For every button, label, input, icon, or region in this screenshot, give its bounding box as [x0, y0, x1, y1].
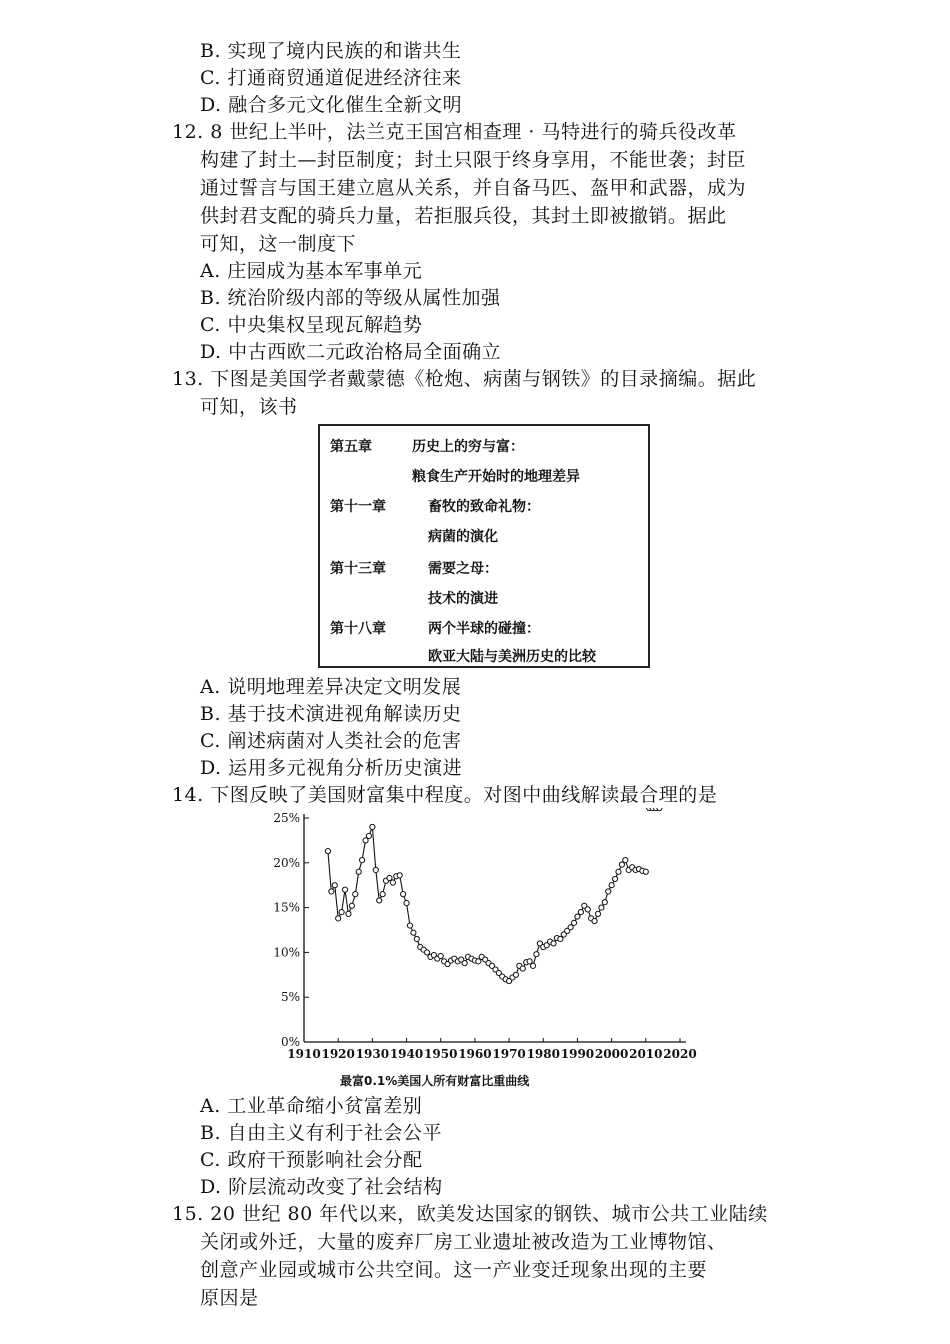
y-tick-label: 20%: [273, 855, 300, 870]
x-tick-label: 1920: [321, 1047, 355, 1061]
x-tick-label: 2010: [629, 1047, 663, 1061]
data-point: [575, 914, 580, 919]
q12-stem-line: 构建了封土—封臣制度；封土只限于终身享用，不能世袭；封臣: [200, 149, 747, 171]
data-point: [657, 808, 662, 811]
q13-option-b: B. 基于技术演进视角解读历史: [200, 703, 462, 725]
data-point: [513, 972, 518, 977]
data-point: [414, 936, 419, 941]
data-point: [623, 858, 628, 863]
data-point: [332, 883, 337, 888]
data-point: [380, 892, 385, 897]
data-point: [476, 959, 481, 964]
data-point: [360, 858, 365, 863]
data-point: [527, 959, 532, 964]
q13-stem-line: 可知，该书: [200, 396, 298, 418]
data-point: [407, 923, 412, 928]
q12-stem-line: 可知，这一制度下: [200, 233, 357, 255]
data-point: [390, 880, 395, 885]
x-tick-label: 1910: [287, 1047, 321, 1061]
x-tick-label: 1950: [424, 1047, 458, 1061]
data-point: [578, 909, 583, 914]
data-point: [595, 911, 600, 916]
q11-option-b: B. 实现了境内民族的和谐共生: [200, 40, 462, 62]
data-point: [592, 918, 597, 923]
data-point: [411, 930, 416, 935]
data-point: [401, 892, 406, 897]
q12-stem-line: 供封君支配的骑兵力量，若拒服兵役，其封土即被撤销。据此: [200, 205, 727, 227]
y-tick-label: 0%: [280, 1035, 300, 1049]
y-tick-label: 15%: [273, 900, 300, 915]
data-point: [558, 936, 563, 941]
q14-option-b: B. 自由主义有利于社会公平: [200, 1122, 443, 1144]
chart-axes: [304, 814, 686, 1042]
q15-stem-line: 创意产业园或城市公共空间。这一产业变迁现象出现的主要: [200, 1259, 708, 1281]
data-point: [438, 953, 443, 958]
data-point: [568, 925, 573, 930]
toc-subtitle: 粮食生产开始时的地理差异: [412, 469, 580, 485]
data-point: [462, 961, 467, 966]
data-point: [602, 900, 607, 905]
q14-stem-line: 14. 下图反映了美国财富集中程度。对图中曲线解读最合理的是: [172, 784, 718, 806]
toc-chapter: 第十八章: [330, 621, 386, 637]
q15-stem-line: 15. 20 世纪 80 年代以来，欧美发达国家的钢铁、城市公共工业陆续: [172, 1203, 768, 1225]
data-point: [336, 916, 341, 921]
y-tick-label: 10%: [273, 945, 300, 960]
y-tick-label: 5%: [280, 990, 300, 1005]
data-point: [339, 909, 344, 914]
data-point: [585, 907, 590, 912]
q13-option-a: A. 说明地理差异决定文明发展: [200, 676, 462, 698]
x-tick-label: 2020: [663, 1047, 697, 1061]
data-point: [325, 849, 330, 854]
data-point: [387, 875, 392, 880]
toc-subtitle: 欧亚大陆与美洲历史的比较: [428, 649, 596, 665]
toc-chapter: 第十一章: [330, 499, 386, 515]
q14-option-d: D. 阶层流动改变了社会结构: [200, 1176, 443, 1198]
data-point: [424, 950, 429, 955]
toc-title: 需要之母：: [428, 561, 498, 577]
x-tick-label: 1960: [458, 1047, 492, 1061]
chart-series: [325, 808, 662, 984]
data-point: [609, 883, 614, 888]
data-point: [404, 901, 409, 906]
q14-option-c: C. 政府干预影响社会分配: [200, 1149, 423, 1171]
data-point: [377, 898, 382, 903]
q13-option-c: C. 阐述病菌对人类社会的危害: [200, 730, 462, 752]
toc-subtitle: 病菌的演化: [428, 529, 498, 545]
data-point: [397, 873, 402, 878]
toc-chapter: 第十三章: [330, 561, 386, 577]
data-point: [353, 892, 358, 897]
q15-stem-line: 关闭或外迁，大量的废弃厂房工业遗址被改造为工业博物馆、: [200, 1231, 727, 1253]
data-point: [349, 903, 354, 908]
q12-option-c: C. 中央集权呈现瓦解趋势: [200, 314, 423, 336]
data-point: [356, 869, 361, 874]
toc-chapter: 第五章: [330, 439, 372, 455]
data-point: [534, 952, 539, 957]
data-point: [612, 876, 617, 881]
data-point: [551, 941, 556, 946]
data-point: [370, 824, 375, 829]
x-tick-label: 1970: [492, 1047, 526, 1061]
q11-option-d: D. 融合多元文化催生全新文明: [200, 94, 463, 116]
data-point: [571, 920, 576, 925]
data-point: [606, 889, 611, 894]
x-tick-label: 1980: [526, 1047, 560, 1061]
toc-title: 畜牧的致命礼物：: [428, 499, 540, 515]
data-point: [530, 963, 535, 968]
x-tick-label: 1940: [389, 1047, 424, 1061]
toc-title: 两个半球的碰撞：: [428, 621, 540, 637]
q15-stem-line: 原因是: [200, 1287, 259, 1309]
wealth-share-chart: [260, 808, 700, 1070]
data-point: [373, 867, 378, 872]
toc-title: 历史上的穷与富：: [412, 439, 524, 455]
q12-stem-line: 通过誓言与国王建立扈从关系，并自备马匹、盔甲和武器，成为: [200, 177, 747, 199]
q12-option-a: A. 庄园成为基本军事单元: [200, 260, 423, 282]
q12-option-b: B. 统治阶级内部的等级从属性加强: [200, 287, 501, 309]
data-point: [520, 966, 525, 971]
toc-subtitle: 技术的演进: [428, 591, 498, 607]
data-point: [643, 869, 648, 874]
data-point: [599, 905, 604, 910]
x-tick-label: 1990: [560, 1047, 595, 1061]
data-point: [342, 887, 347, 892]
q13-option-d: D. 运用多元视角分析历史演进: [200, 757, 463, 779]
data-point: [616, 869, 621, 874]
x-tick-label: 1930: [355, 1047, 390, 1061]
x-tick-label: 2000: [594, 1047, 629, 1061]
table-of-contents-box: [318, 424, 650, 668]
q12-stem-line: 12. 8 世纪上半叶，法兰克王国宫相查理 · 马特进行的骑兵役改革: [172, 121, 737, 143]
data-point: [329, 889, 334, 894]
q13-stem-line: 13. 下图是美国学者戴蒙德《枪炮、病菌与钢铁》的目录摘编。据此: [172, 368, 757, 390]
q14-option-a: A. 工业革命缩小贫富差别: [200, 1095, 423, 1117]
data-point: [366, 833, 371, 838]
data-point: [346, 911, 351, 916]
q11-option-c: C. 打通商贸通道促进经济往来: [200, 67, 462, 89]
y-tick-label: 25%: [273, 811, 300, 825]
data-point: [363, 838, 368, 843]
data-point: [619, 862, 624, 867]
q12-option-d: D. 中古西欧二元政治格局全面确立: [200, 341, 502, 363]
chart-caption: 最富0.1%美国人所有财富比重曲线: [340, 1074, 530, 1088]
